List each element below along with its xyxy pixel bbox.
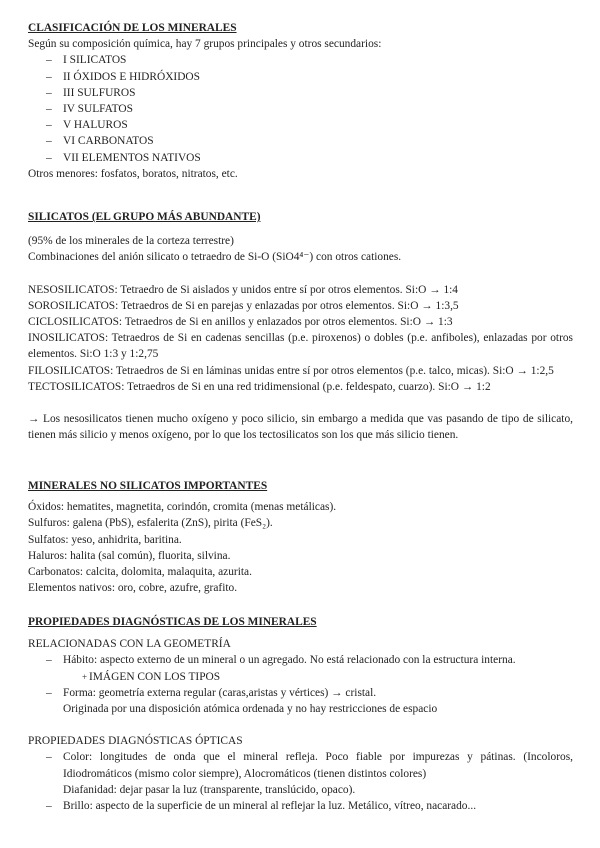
silicate-type-ciclo: CICLOSILICATOS: Tetraedros de Si en anillos y enlazados por otros elementos. Si:O → 1:3 bbox=[28, 316, 453, 329]
list-item: Elementos nativos: oro, cobre, azufre, grafito. bbox=[28, 582, 238, 595]
list-item: – II ÓXIDOS E HIDRÓXIDOS bbox=[28, 69, 573, 85]
opticas-list-brillo bbox=[28, 798, 573, 814]
section-no-silicatos bbox=[28, 478, 573, 596]
subheading-geometria: RELACIONADAS CON LA GEOMETRÍA bbox=[28, 638, 231, 651]
silicatos-note: (95% de los minerales de la corteza terrestre) bbox=[28, 235, 234, 248]
section-propiedades bbox=[28, 614, 573, 814]
list-item-color: – Color: longitudes de onda que el mineral refleja. Poco fiable por impurezas y pátinas. (Incoloros, Idiodromáticos (mismo color siempre), Alocromáticos (tienen distintos colores) bbox=[28, 749, 573, 781]
others-text: Otros menores: fosfatos, boratos, nitratos, etc. bbox=[28, 167, 238, 180]
heading-silicatos: SILICATOS (EL GRUPO MÁS ABUNDANTE) bbox=[28, 211, 261, 223]
opticas-list bbox=[28, 749, 573, 781]
heading-no-silicatos: MINERALES NO SILICATOS IMPORTANTES bbox=[28, 480, 268, 492]
list-item: Haluros: halita (sal común), fluorita, silvina. bbox=[28, 549, 231, 562]
silicate-type-soro: SOROSILICATOS: Tetraedros de Si en parejas y enlazadas por otros elementos. Si:O → 1:3,5 bbox=[28, 299, 459, 312]
list-item-imagen: + IMÁGEN CON LOS TIPOS bbox=[28, 669, 573, 685]
intro-text: Según su composición química, hay 7 grupos principales y otros secundarios: bbox=[28, 38, 382, 51]
list-item-brillo: – Brillo: aspecto de la superficie de un mineral al reflejar la luz. Metálico, vítreo, nacarado... bbox=[28, 798, 573, 814]
list-item: – I SILICATOS bbox=[28, 52, 573, 68]
list-item: Sulfatos: yeso, anhidrita, baritina. bbox=[28, 533, 182, 546]
list-item: – VI CARBONATOS bbox=[28, 133, 573, 149]
forma-origen-text: Originada por una disposición atómica ordenada y no hay restricciones de espacio bbox=[63, 703, 438, 716]
list-item: Carbonatos: calcita, dolomita, malaquita, azurita. bbox=[28, 566, 252, 579]
silicatos-conclusion: → Los nesosilicatos tienen mucho oxígeno y poco silicio, sin embargo a medida que vas pasando de tipo de silicato, tienen más silicio y menos oxígeno, por lo que los tectosilicatos son los que más silicio tienen. bbox=[28, 413, 573, 442]
silicate-type-tecto: TECTOSILICATOS: Tetraedros de Si en una red tridimensional (p.e. feldespato, cuarzo). Si:O → 1:2 bbox=[28, 380, 491, 393]
list-item: Sulfuros: galena (PbS), esfalerita (ZnS), pirita (FeS₂). bbox=[28, 517, 273, 530]
heading-propiedades: PROPIEDADES DIAGNÓSTICAS DE LOS MINERALES bbox=[28, 616, 317, 628]
subheading-opticas: PROPIEDADES DIAGNÓSTICAS ÓPTICAS bbox=[28, 735, 243, 748]
groups-list bbox=[28, 52, 573, 165]
geometria-list bbox=[28, 652, 573, 668]
section-clasificacion bbox=[28, 20, 573, 182]
list-item: – IV SULFATOS bbox=[28, 101, 573, 117]
silicate-type-ino: INOSILICATOS: Tetraedros de Si en cadenas sencillas (p.e. piroxenos) o dobles (p.e. anfiboles), enlazadas por otros elementos. Si:O 1:3 y 1:2,75 bbox=[28, 332, 573, 361]
silicate-type-neso: NESOSILICATOS: Tetraedro de Si aislados y unidos entre sí por otros elementos. Si:O → 1:4 bbox=[28, 283, 459, 296]
geometria-list-forma bbox=[28, 685, 573, 701]
silicate-type-filo: FILOSILICATOS: Tetraedros de Si en láminas unidas entre sí por otros elementos (p.e. talco, micas). Si:O → 1:2,5 bbox=[28, 364, 554, 377]
diafanidad-text: Diafanidad: dejar pasar la luz (transparente, translúcido, opaco). bbox=[63, 783, 356, 796]
list-item-forma: – Forma: geometría externa regular (caras,aristas y vértices) → cristal. bbox=[28, 685, 573, 701]
heading-clasificacion: CLASIFICACIÓN DE LOS MINERALES bbox=[28, 22, 237, 34]
section-silicatos bbox=[28, 209, 573, 443]
list-item: – V HALUROS bbox=[28, 117, 573, 133]
list-item: Óxidos: hematites, magnetita, corindón, cromita (menas metálicas). bbox=[28, 501, 337, 514]
list-item: – III SULFUROS bbox=[28, 85, 573, 101]
list-item-habito: – Hábito: aspecto externo de un mineral o un agregado. No está relacionado con la estructura interna. bbox=[28, 652, 573, 668]
silicatos-combination: Combinaciones del anión silicato o tetraedro de Si-O (SiO4⁴⁻) con otros cationes. bbox=[28, 251, 402, 264]
list-item: – VII ELEMENTOS NATIVOS bbox=[28, 150, 573, 166]
